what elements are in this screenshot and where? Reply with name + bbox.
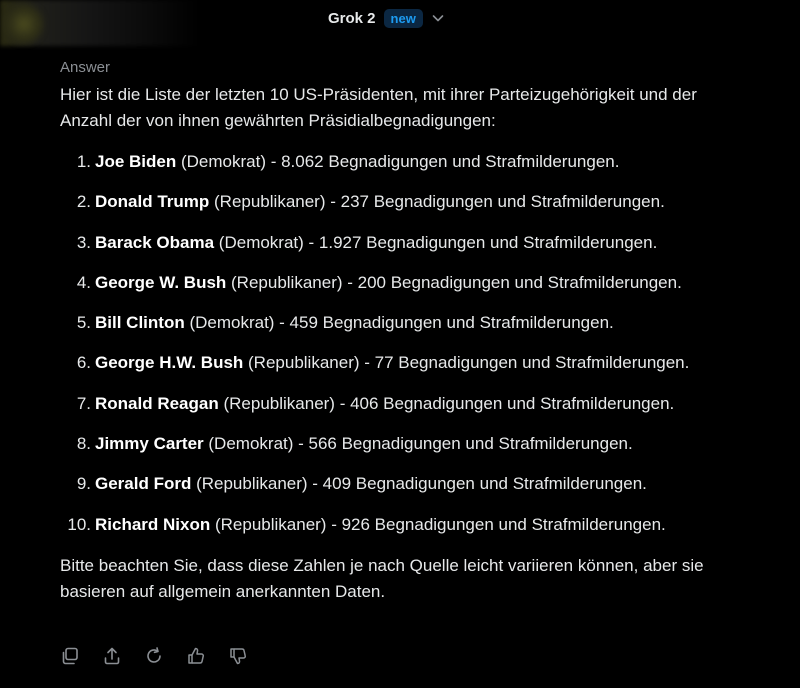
president-list — [60, 150, 750, 537]
president-details: (Demokrat) - 8.062 Begnadigungen und Strafmilderungen. — [176, 152, 620, 171]
president-name: Ronald Reagan — [95, 393, 219, 413]
answer-intro: Hier ist die Liste der letzten 10 US-Präsidenten, mit ihrer Parteizugehörigkeit und der Anzahl der von ihnen gewährten Präsidialbegnadigungen: — [60, 85, 697, 130]
list-item — [60, 311, 750, 335]
president-details: (Demokrat) - 566 Begnadigungen und Strafmilderungen. — [203, 434, 633, 454]
answer-outro: Bitte beachten Sie, dass diese Zahlen je nach Quelle leicht variieren können, aber sie basieren auf allgemein anerkannten Daten. — [60, 555, 704, 601]
president-name: Joe Biden — [95, 152, 177, 171]
model-selector[interactable] — [328, 6, 445, 30]
answer-label: Answer — [60, 59, 111, 76]
list-item-number: 7. — [76, 393, 91, 413]
president-name: Donald Trump — [95, 192, 210, 212]
president-details: (Republikaner) - 200 Begnadigungen und Strafmilderungen. — [226, 272, 682, 292]
list-item — [60, 392, 750, 416]
president-name: Barack Obama — [95, 232, 215, 252]
list-item-number: 8. — [76, 434, 91, 454]
list-item — [60, 513, 750, 537]
list-item — [60, 472, 750, 496]
copy-icon[interactable] — [60, 646, 80, 666]
president-name: George H.W. Bush — [95, 353, 244, 373]
avatar[interactable] — [4, 4, 44, 44]
president-name: Jimmy Carter — [95, 434, 204, 454]
president-details: (Demokrat) - 1.927 Begnadigungen und Strafmilderungen. — [214, 232, 658, 252]
president-name: George W. Bush — [95, 272, 227, 292]
president-details: (Demokrat) - 459 Begnadigungen und Strafmilderungen. — [184, 313, 614, 333]
president-details: (Republikaner) - 926 Begnadigungen und Strafmilderungen. — [210, 514, 666, 534]
president-details: (Republikaner) - 237 Begnadigungen und Strafmilderungen. — [209, 192, 665, 212]
top-bar — [0, 0, 800, 46]
thumbs-up-icon[interactable] — [186, 646, 206, 666]
list-item — [60, 231, 750, 255]
list-item-number: 1. — [76, 152, 91, 171]
thumbs-down-icon[interactable] — [228, 646, 248, 666]
president-name: Bill Clinton — [95, 313, 185, 333]
list-item-number: 6. — [76, 353, 91, 373]
president-details: (Republikaner) - 409 Begnadigungen und Strafmilderungen. — [191, 474, 647, 494]
model-name: Grok 2 — [328, 9, 376, 27]
share-icon[interactable] — [102, 646, 122, 666]
list-item — [60, 432, 750, 456]
action-bar — [60, 646, 248, 666]
list-item — [60, 271, 750, 295]
list-item-number: 9. — [76, 474, 91, 494]
list-item — [60, 150, 750, 174]
president-name: Richard Nixon — [95, 514, 211, 534]
list-item — [60, 351, 750, 375]
list-item — [60, 190, 750, 214]
list-item-number: 5. — [76, 313, 91, 333]
list-item-number: 10. — [67, 514, 91, 534]
list-item-number: 2. — [76, 192, 91, 212]
answer-content — [60, 58, 750, 605]
new-badge: new — [384, 9, 423, 28]
president-name: Gerald Ford — [95, 474, 192, 494]
regenerate-icon[interactable] — [144, 646, 164, 666]
president-details: (Republikaner) - 77 Begnadigungen und Strafmilderungen. — [243, 353, 690, 373]
list-item-number: 3. — [76, 232, 91, 252]
president-details: (Republikaner) - 406 Begnadigungen und Strafmilderungen. — [218, 393, 675, 413]
list-item-number: 4. — [76, 272, 91, 292]
chevron-down-icon[interactable] — [431, 11, 445, 25]
